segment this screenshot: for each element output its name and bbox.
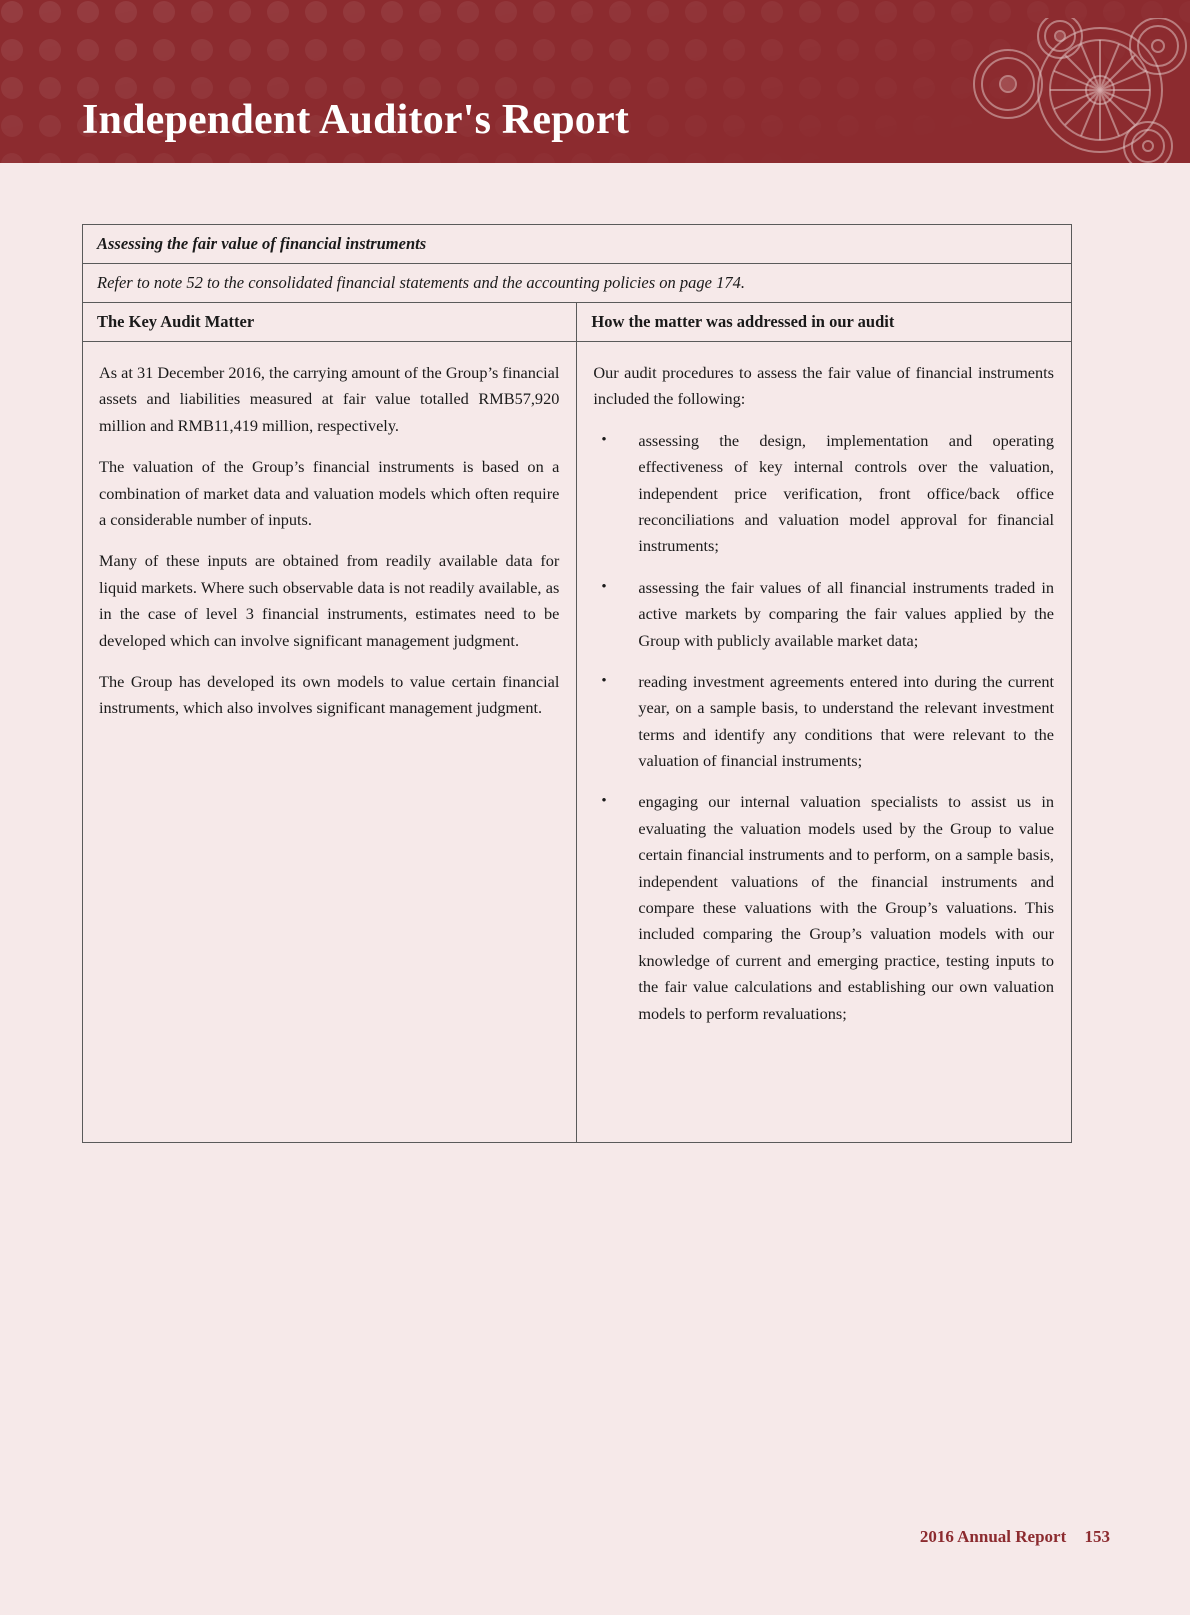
bullet-icon: •	[601, 672, 607, 689]
table-row-body	[83, 342, 1072, 1143]
list-item-text: assessing the design, implementation and operating effectiveness of key internal controls over the valuation, independent price verification, front office/back office reconciliations and valuation model approval for financial instruments;	[638, 430, 1054, 556]
footer-report-label: 2016 Annual Report	[919, 1527, 1067, 1546]
audit-response-bullet-list	[593, 428, 1054, 1027]
table-row-section-title	[83, 225, 1072, 264]
gears-icon	[890, 18, 1190, 163]
list-item	[593, 428, 1054, 560]
footer-page-number: 153	[1084, 1527, 1110, 1546]
key-audit-matter-content	[83, 342, 576, 1142]
list-item	[593, 789, 1054, 1027]
section-title: Assessing the fair value of financial instruments	[97, 234, 427, 253]
key-audit-matter-table	[82, 224, 1072, 1143]
page-footer	[920, 1527, 1110, 1547]
audit-response-content	[577, 342, 1071, 1142]
audit-response-cell	[577, 342, 1072, 1143]
key-audit-matter-cell	[83, 342, 577, 1143]
list-item-text: reading investment agreements entered into during the current year, on a sample basis, to understand the relevant investment terms and identify any conditions that were relevant to the valuation of financial instruments;	[638, 671, 1054, 771]
kam-paragraph: As at 31 December 2016, the carrying amount of the Group’s financial assets and liabilities measured at fair value totalled RMB57,920 million and RMB11,419 million, respectively.	[99, 363, 560, 435]
list-item-text: engaging our internal valuation specialists to assist us in evaluating the valuation models used by the Group to value certain financial instruments and to perform, on a sample basis, independent valuations of the financial instruments and compare these valuations with the Group’s valuations. This included comparing the Group’s valuation models with our knowledge of current and emerging practice, testing inputs to the fair value calculations and establishing our own valuation models to perform revaluations;	[638, 792, 1054, 1023]
column-header-key-audit-matter: The Key Audit Matter	[97, 312, 255, 331]
page-title: Independent Auditor's Report	[82, 97, 630, 143]
column-header-audit-response: How the matter was addressed in our audit	[591, 312, 895, 331]
page-header-banner	[0, 0, 1190, 163]
kam-paragraph: Many of these inputs are obtained from readily available data for liquid markets. Where such observable data is not readily available, as in the case of level 3 financial instruments, estimates need to be developed which can involve significant management judgment.	[99, 551, 560, 650]
kam-paragraph: The valuation of the Group’s financial instruments is based on a combination of market data and valuation models which often require a considerable number of inputs.	[99, 457, 560, 529]
list-item-text: assessing the fair values of all financial instruments traded in active markets by comparing the fair values applied by the Group with publicly available market data;	[638, 577, 1054, 650]
section-title-cell	[83, 225, 1072, 264]
table-row-reference	[83, 264, 1072, 303]
audit-response-intro: Our audit procedures to assess the fair value of financial instruments included the following:	[593, 363, 1054, 409]
bullet-icon: •	[601, 578, 607, 595]
reference-note: Refer to note 52 to the consolidated financial statements and the accounting policies on page 174.	[97, 273, 745, 292]
column-header-cell-left	[83, 303, 577, 342]
list-item	[593, 575, 1054, 654]
table-row-column-headers	[83, 303, 1072, 342]
kam-paragraph: The Group has developed its own models to value certain financial instruments, which also involves significant management judgment.	[99, 671, 560, 718]
bullet-icon: •	[601, 793, 607, 810]
reference-note-cell	[83, 264, 1072, 303]
bullet-icon: •	[601, 431, 607, 448]
column-header-cell-right	[577, 303, 1072, 342]
list-item	[593, 669, 1054, 775]
